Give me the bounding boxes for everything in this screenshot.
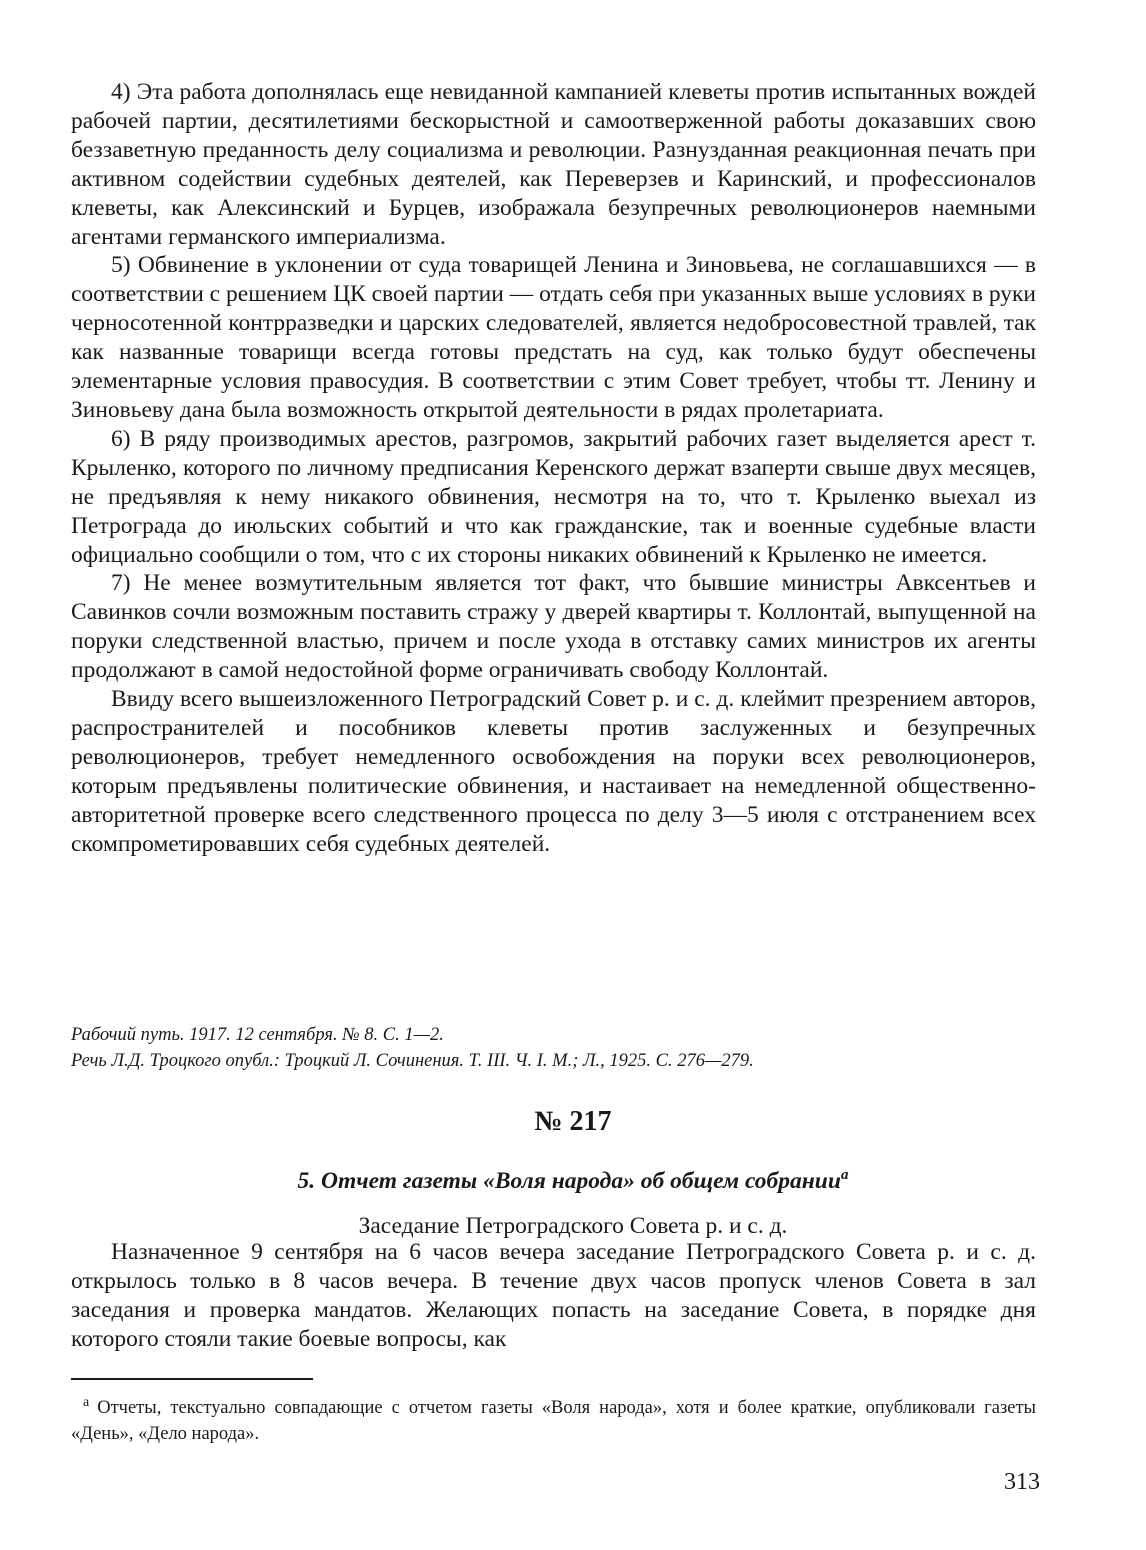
- source-line-1: Рабочий путь. 1917. 12 сентября. № 8. С. 1—2.: [71, 1025, 444, 1045]
- report-text: [71, 1238, 1036, 1354]
- main-text: [71, 78, 1036, 858]
- paragraph-6: 6) В ряду производимых арестов, разгромов, закрытий рабочих газет выделяется арест т. Крыленко, которого по личному предписания Керенского держат взаперти свыше двух месяцев, не предъявляя к нему никакого обвинения, несмотря на то, что т. Крыленко выехал из Петрограда до июльских событий и что как гражданские, так и военные судебные власти официально сообщили о том, что с их стороны никаких обвинений к Крыленко не имеется.: [71, 425, 1036, 568]
- document-number: № 217: [534, 1106, 612, 1137]
- document-title-text: 5. Отчет газеты «Воля народа» об общем собрании: [297, 1167, 841, 1194]
- footnote-text: Отчеты, текстуально совпадающие с отчетом газеты «Воля народа», хотя и более краткие, опубликовали газеты «День», «Дело народа».: [71, 1398, 1036, 1444]
- page-number: 313: [1004, 1469, 1040, 1495]
- document-title: [0, 1160, 1146, 1196]
- report-paragraph: Назначенное 9 сентября на 6 часов вечера заседание Петроградского Совета р. и с. д. открылось только в 8 часов вечера. В течение двух часов пропуск членов Совета в зал заседания и проверка мандатов. Желающих попасть на заседание Совета, в порядке дня которого стояли такие боевые вопросы, как: [71, 1239, 1036, 1352]
- paragraph-5: 5) Обвинение в уклонении от суда товарищей Ленина и Зиновьева, не соглашавшихся — в соответствии с решением ЦК своей партии — отдать себя при указанных выше условиях в руки черносотенной контрразведки и царских следователей, является недобросовестной травлей, так как названные товарищи всегда готовы предстать на суд, как только будут обеспечены элементарные условия правосудия. В соответствии с этим Совет требует, чтобы тт. Ленину и Зиновьеву дана была возможность открытой деятельности в рядах пролетариата.: [71, 252, 1036, 423]
- source-references: [71, 1022, 1036, 1074]
- source-line-2: Речь Л.Д. Троцкого опубл.: Троцкий Л. Сочинения. Т. III. Ч. I. М.; Л., 1925. С. 276—279.: [71, 1051, 754, 1071]
- paragraph-conclusion: Ввиду всего вышеизложенного Петроградский Совет р. и с. д. клеймит презрением авторов, распространителей и пособников клеветы против заслуженных и безупречных революционеров, требует немедленного освобождения на поруки всех революционеров, которым предъявлены политические обвинения, и настаивает на немедленной общественно-авторитетной проверке всего следственного процесса по делу 3—5 июля с отстранением всех скомпрометировавших себя судебных деятелей.: [71, 686, 1036, 857]
- footnote: [71, 1390, 1036, 1447]
- footnote-divider: [71, 1378, 313, 1380]
- section-heading: Заседание Петроградского Совета р. и с. д.: [358, 1213, 788, 1239]
- paragraph-4: 4) Эта работа дополнялась еще невиданной кампанией клеветы против испытанных вождей рабочей партии, десятилетиями бескорыстной и самоотверженной работы доказавших свою беззаветную преданность делу социализма и революции. Разнузданная реакционная печать при активном содействии судебных деятелей, как Переверзев и Каринский, и профессионалов клеветы, как Алексинский и Бурцев, изображала безупречных революционеров наемными агентами германского империализма.: [71, 79, 1036, 250]
- title-footnote-mark: а: [840, 1167, 849, 1183]
- footnote-mark: а: [83, 1395, 90, 1410]
- paragraph-7: 7) Не менее возмутительным является тот факт, что бывшие министры Авксентьев и Савинков сочли возможным поставить стражу у дверей квартиры т. Коллонтай, выпущенной на поруки следственной властью, причем и после ухода в отставку самих министров их агенты продолжают в самой недостойной форме ограничивать свободу Коллонтай.: [71, 570, 1036, 684]
